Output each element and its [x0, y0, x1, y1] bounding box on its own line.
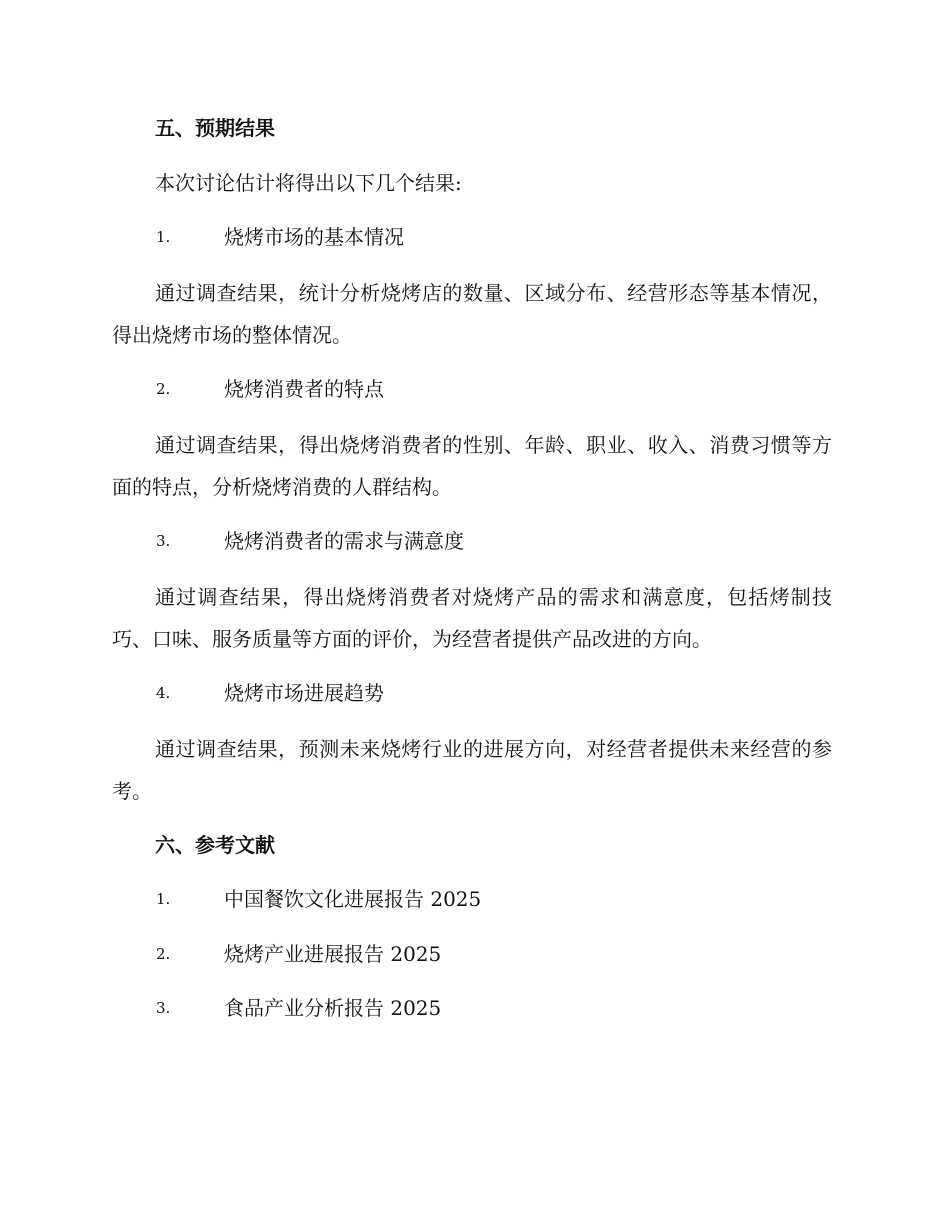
list-item-number: 1. [156, 228, 171, 246]
list-item-title: 烧烤市场的基本情况 [224, 225, 404, 249]
reference-title: 烧烤产业进展报告 2025 [224, 942, 442, 966]
section-heading-expected-results: 五、预期结果 [155, 116, 275, 140]
list-item-number: 4. [156, 684, 171, 702]
reference-title: 中国餐饮文化进展报告 2025 [224, 887, 482, 911]
reference-number: 3. [156, 999, 171, 1017]
section-heading-references: 六、参考文献 [155, 833, 275, 857]
list-item-number: 3. [156, 532, 171, 550]
list-item-title: 烧烤消费者的特点 [224, 377, 384, 401]
list-item-title: 烧烤市场进展趋势 [224, 681, 384, 705]
list-item-body: 通过调查结果，预测未来烧烤行业的进展方向，对经营者提供未来经营的参考。 [112, 737, 832, 803]
list-item-body: 通过调查结果，得出烧烤消费者对烧烤产品的需求和满意度，包括烤制技巧、口味、服务质量等方面的评价，为经营者提供产品改进的方向。 [112, 585, 832, 651]
list-item-title: 烧烤消费者的需求与满意度 [224, 529, 464, 553]
list-item-body: 通过调查结果，统计分析烧烤店的数量、区域分布、经营形态等基本情况，得出烧烤市场的整体情况。 [112, 281, 832, 347]
list-item-number: 2. [156, 380, 171, 398]
list-item-body: 通过调查结果，得出烧烤消费者的性别、年龄、职业、收入、消费习惯等方面的特点，分析烧烤消费的人群结构。 [112, 433, 832, 499]
reference-number: 1. [156, 890, 171, 908]
reference-number: 2. [156, 945, 171, 963]
reference-title: 食品产业分析报告 2025 [224, 996, 442, 1020]
section-intro: 本次讨论估计将得出以下几个结果: [155, 171, 462, 195]
